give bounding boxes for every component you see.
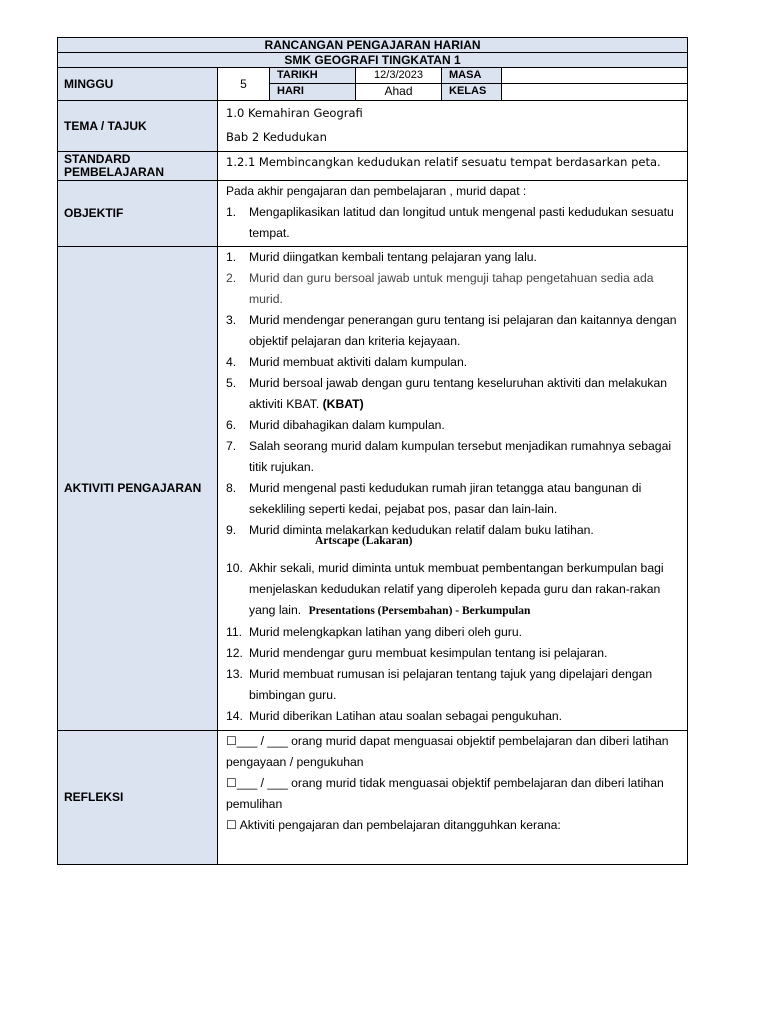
- tema-label: TEMA / TAJUK: [58, 101, 218, 152]
- objektif-label: OBJEKTIF: [58, 181, 218, 247]
- minggu-value: 5: [218, 68, 270, 101]
- masa-value: [502, 68, 688, 84]
- lesson-plan-sheet: [57, 37, 687, 865]
- objektif-item: 1. Mengaplikasikan latitud dan longitud untuk mengenal pasti kedudukan sesuatu tempat.: [226, 205, 674, 240]
- refleksi-line-1: ☐___ / ___ orang murid dapat menguasai objektif pembelajaran dan diberi latihan pengayaan / pengukuhan: [226, 734, 669, 769]
- tema-line-2: Bab 2 Kedudukan: [226, 130, 327, 144]
- aktiviti-content: [218, 247, 688, 731]
- list-item: 13. Murid membuat rumusan isi pelajaran tentang tajuk yang dipelajari dengan bimbingan guru.: [226, 667, 653, 702]
- list-item: 10. Akhir sekali, murid diminta untuk membuat pembentangan berkumpulan bagi menjelaskan kedudukan relatif yang diperoleh kepada guru dan rakan-rakan yang lain. Presentations (Persembahan) - Berkumpulan: [226, 561, 664, 617]
- standard-label: STANDARD PEMBELAJARAN: [58, 152, 218, 181]
- kbat-tag: (KBAT): [322, 397, 364, 411]
- hari-value: Ahad: [356, 84, 442, 101]
- list-item: 1. Murid diingatkan kembali tentang pelajaran yang lalu.: [226, 250, 537, 264]
- list-item: 7. Salah seorang murid dalam kumpulan tersebut menjadikan rumahnya sebagai titik rujukan.: [226, 439, 672, 474]
- refleksi-line-3: ☐ Aktiviti pengajaran dan pembelajaran ditangguhkan kerana:: [226, 818, 561, 832]
- list-item: 11. Murid melengkapkan latihan yang diberi oleh guru.: [226, 625, 523, 639]
- list-item: 14. Murid diberikan Latihan atau soalan sebagai pengukuhan.: [226, 709, 563, 723]
- tema-line-1: 1.0 Kemahiran Geografi: [226, 106, 363, 120]
- list-item: 9. Murid diminta melakarkan kedudukan relatif dalam buku latihan. Artscape (Lakaran): [226, 520, 679, 546]
- list-item: 4. Murid membuat aktiviti dalam kumpulan.: [226, 355, 468, 369]
- masa-label: MASA: [442, 68, 502, 84]
- objektif-intro: Pada akhir pengajaran dan pembelajaran , murid dapat :: [226, 184, 527, 198]
- kelas-label: KELAS: [442, 84, 502, 101]
- artscape-note: Artscape (Lakaran): [315, 535, 413, 547]
- lesson-plan-table: [57, 37, 688, 865]
- aktiviti-label: AKTIVITI PENGAJARAN: [58, 247, 218, 731]
- hari-label: HARI: [270, 84, 356, 101]
- tarikh-value: 12/3/2023: [356, 68, 442, 84]
- standard-text: 1.2.1 Membincangkan kedudukan relatif sesuatu tempat berdasarkan peta.: [218, 152, 688, 181]
- objektif-content: [218, 181, 688, 247]
- tarikh-label: TARIKH: [270, 68, 356, 84]
- refleksi-content: [218, 731, 688, 865]
- tema-content: [218, 101, 688, 152]
- presentation-note: Presentations (Persembahan) - Berkumpulan: [308, 605, 531, 617]
- document-subtitle: SMK GEOGRAFI TINGKATAN 1: [58, 53, 688, 68]
- list-item: 3. Murid mendengar penerangan guru tentang isi pelajaran dan kaitannya dengan objektif pelajaran dan kriteria kejayaan.: [226, 313, 677, 348]
- kelas-value: [502, 84, 688, 101]
- aktiviti-list: [226, 247, 679, 727]
- list-item: 2. Murid dan guru bersoal jawab untuk menguji tahap pengetahuan sedia ada murid.: [226, 271, 654, 306]
- list-item: 5. Murid bersoal jawab dengan guru tentang keseluruhan aktiviti dan melakukan aktiviti KBAT. (KBAT): [226, 376, 668, 411]
- list-item: 12. Murid mendengar guru membuat kesimpulan tentang isi pelajaran.: [226, 646, 608, 660]
- list-item: 6. Murid dibahagikan dalam kumpulan.: [226, 418, 445, 432]
- refleksi-label: REFLEKSI: [58, 731, 218, 865]
- refleksi-line-2: ☐___ / ___ orang murid tidak menguasai objektif pembelajaran dan diberi latihan pemulihan: [226, 776, 664, 811]
- minggu-label: MINGGU: [58, 68, 218, 101]
- objektif-list: [226, 202, 679, 244]
- list-item: 8. Murid mengenal pasti kedudukan rumah jiran tetangga atau bangunan di sekekliling seperti kedai, pejabat pos, pasar dan lain-lain.: [226, 481, 642, 516]
- document-title: RANCANGAN PENGAJARAN HARIAN: [58, 38, 688, 53]
